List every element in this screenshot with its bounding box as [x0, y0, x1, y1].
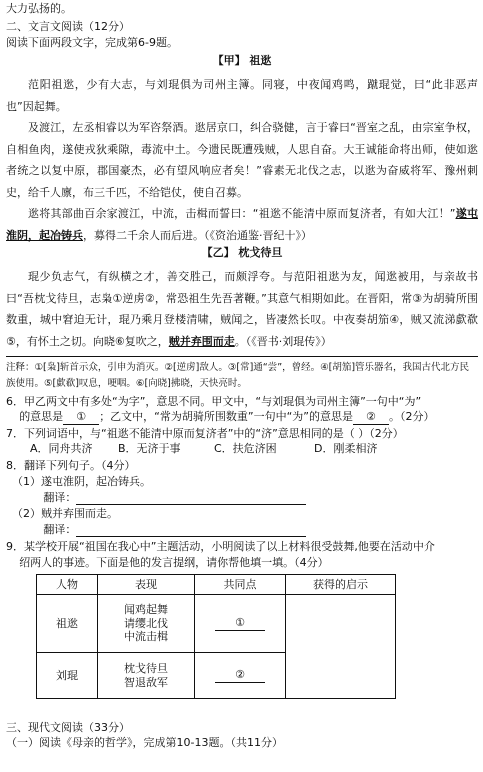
- th-insight: 获得的启示: [286, 575, 396, 595]
- q9-line1: 9．某学校开展“祖国在我心中”主题活动，小明阅读了以上材料很受鼓舞,他要在活动中介: [6, 540, 435, 553]
- top-line: 大力弘扬的。: [6, 2, 72, 15]
- passage-jia-p2: 及渡江，左丞相睿以为军咨祭酒。逖居京口，纠合骁健，言于睿曰“晋室之乱，由宗室争权，自相鱼肉，遂使戎狄乘隙，毒流中土。今遗民既遭残贼，人思自奋。大王诚能命将出师，使如逖者统之以复中原，郡国豪杰，必有望风响应者矣！”睿素无北伐之志，以逖为奋威将军、豫州刺史，给千人廪，布三千匹，不给铠仗，使自召募。: [6, 121, 478, 199]
- section3-sub: （一）阅读《母亲的哲学》，完成第10-13题。（共11分）: [6, 736, 283, 749]
- jia-p3-underlined: 遂屯淮阴，起冶铸兵: [6, 207, 478, 242]
- q9-summary-table: [36, 574, 396, 699]
- q8-translate-2: 翻译：: [6, 523, 478, 540]
- notes: 注释：①[枭]斩首示众，引申为消灭。②[逆虏]敌人。③[常]通“尝”，曾经。④[胡笳]管乐器名，我国古代北方民族使用。⑤[歔欷]叹息，哽咽。⑥[向晓]拂晓，天快亮时。: [6, 362, 470, 389]
- exam-page: [6, 2, 478, 751]
- q6-blank-1[interactable]: ①: [63, 410, 99, 425]
- q6-line2: 的意思是 ① ；乙文中，“常为胡骑所围数重”一句中“为”的意思是 ② 。（2分）: [19, 410, 435, 423]
- q7-option-c[interactable]: C．扶危济困: [214, 442, 277, 455]
- th-common: 共同点: [195, 575, 286, 595]
- q8-sentence-1: （1）遂屯淮阴，起冶铸兵。: [12, 475, 151, 488]
- passage-yi-p1: [6, 266, 478, 352]
- q8-sentence-2: （2）贼并弃围而走。: [12, 507, 118, 520]
- row1-person: 祖逖: [37, 595, 98, 653]
- divider: [6, 356, 478, 357]
- passage-jia-p3: [6, 203, 478, 246]
- yi-p1-a: 琨少负志气，有纵横之才，善交胜己，而颇浮夸。与范阳祖逖为友，闻逖被用，与亲故书曰“吾枕戈待旦，志枭①逆虏②，常恐祖生先吾著鞭。”其意气相期如此。在晋阳，常③为胡骑所围数重，城中窘迫无计，琨乃乘月登楼清啸，贼闻之，皆凄然长叹。中夜奏胡笳④，贼又流涕歔欷⑤，有怀土之切。向晓⑥复吹之，: [6, 270, 478, 348]
- q7-options: [6, 442, 478, 459]
- q8-translate-1: 翻译：: [6, 491, 478, 507]
- q7-option-b[interactable]: B．无济于事: [118, 442, 181, 455]
- q9-blank-1[interactable]: ①: [215, 616, 265, 631]
- q7-option-d[interactable]: D．刚柔相济: [314, 442, 378, 455]
- section2-heading: 二、文言文阅读（12分）: [6, 20, 130, 33]
- th-acts: 表现: [98, 575, 195, 595]
- q6-blank-2[interactable]: ②: [353, 410, 389, 425]
- section3-heading: 三、现代文阅读（33分）: [6, 721, 130, 734]
- jia-p3-c: ，募得二千余人而后进。（《资治通鉴·晋纪十》）: [83, 228, 312, 242]
- passage-jia-title: 【甲】 祖逖: [212, 54, 272, 67]
- th-person: 人物: [37, 575, 98, 595]
- row2-common[interactable]: [195, 653, 286, 699]
- q8-answer-2[interactable]: [76, 524, 306, 537]
- row2-acts: 枕戈待旦 智退敌军: [98, 653, 195, 699]
- insight-cell[interactable]: [286, 595, 396, 699]
- section2-instruction: 阅读下面两段文字，完成第6-9题。: [6, 36, 178, 49]
- row1-common[interactable]: [195, 595, 286, 653]
- q8-line1: 8．翻译下列句子。（4分）: [6, 459, 136, 472]
- q7-line1: 7．下列词语中，与“祖逖不能清中原而复济者”中的“济”意思相同的是（ ）（2分）: [6, 427, 404, 440]
- q7-option-a[interactable]: A．同舟共济: [30, 442, 93, 455]
- row2-person: 刘琨: [37, 653, 98, 699]
- q6-line1: 6．甲乙两文中有多处“为字”，意思不同。甲文中，“与刘琨俱为司州主簿”一句中“为”: [6, 395, 422, 408]
- q8-answer-1[interactable]: [76, 492, 306, 505]
- yi-p1-c: 。（《晋书·刘琨传》）: [234, 334, 332, 348]
- passage-yi-title: 【乙】 枕戈待旦: [201, 246, 283, 259]
- row1-acts: 闻鸡起舞 请缨北伐 中流击楫: [98, 595, 195, 653]
- passage-jia-p1: 范阳祖逖，少有大志，与刘琨俱为司州主簿。同寝，中夜闻鸡鸣，蹴琨觉，曰“此非恶声也”因起舞。: [6, 78, 478, 113]
- yi-p1-underlined: 贼并弃围而走: [168, 334, 235, 348]
- jia-p3-a: 逖将其部曲百余家渡江，中流，击楫而誓曰：“祖逖不能清中原而复济者，有如大江！”: [28, 207, 456, 220]
- q9-blank-2[interactable]: ②: [215, 668, 265, 683]
- q9-line2: 绍两人的事迹。下面是他的发言提纲，请你帮他填一填。（4分）: [19, 556, 329, 569]
